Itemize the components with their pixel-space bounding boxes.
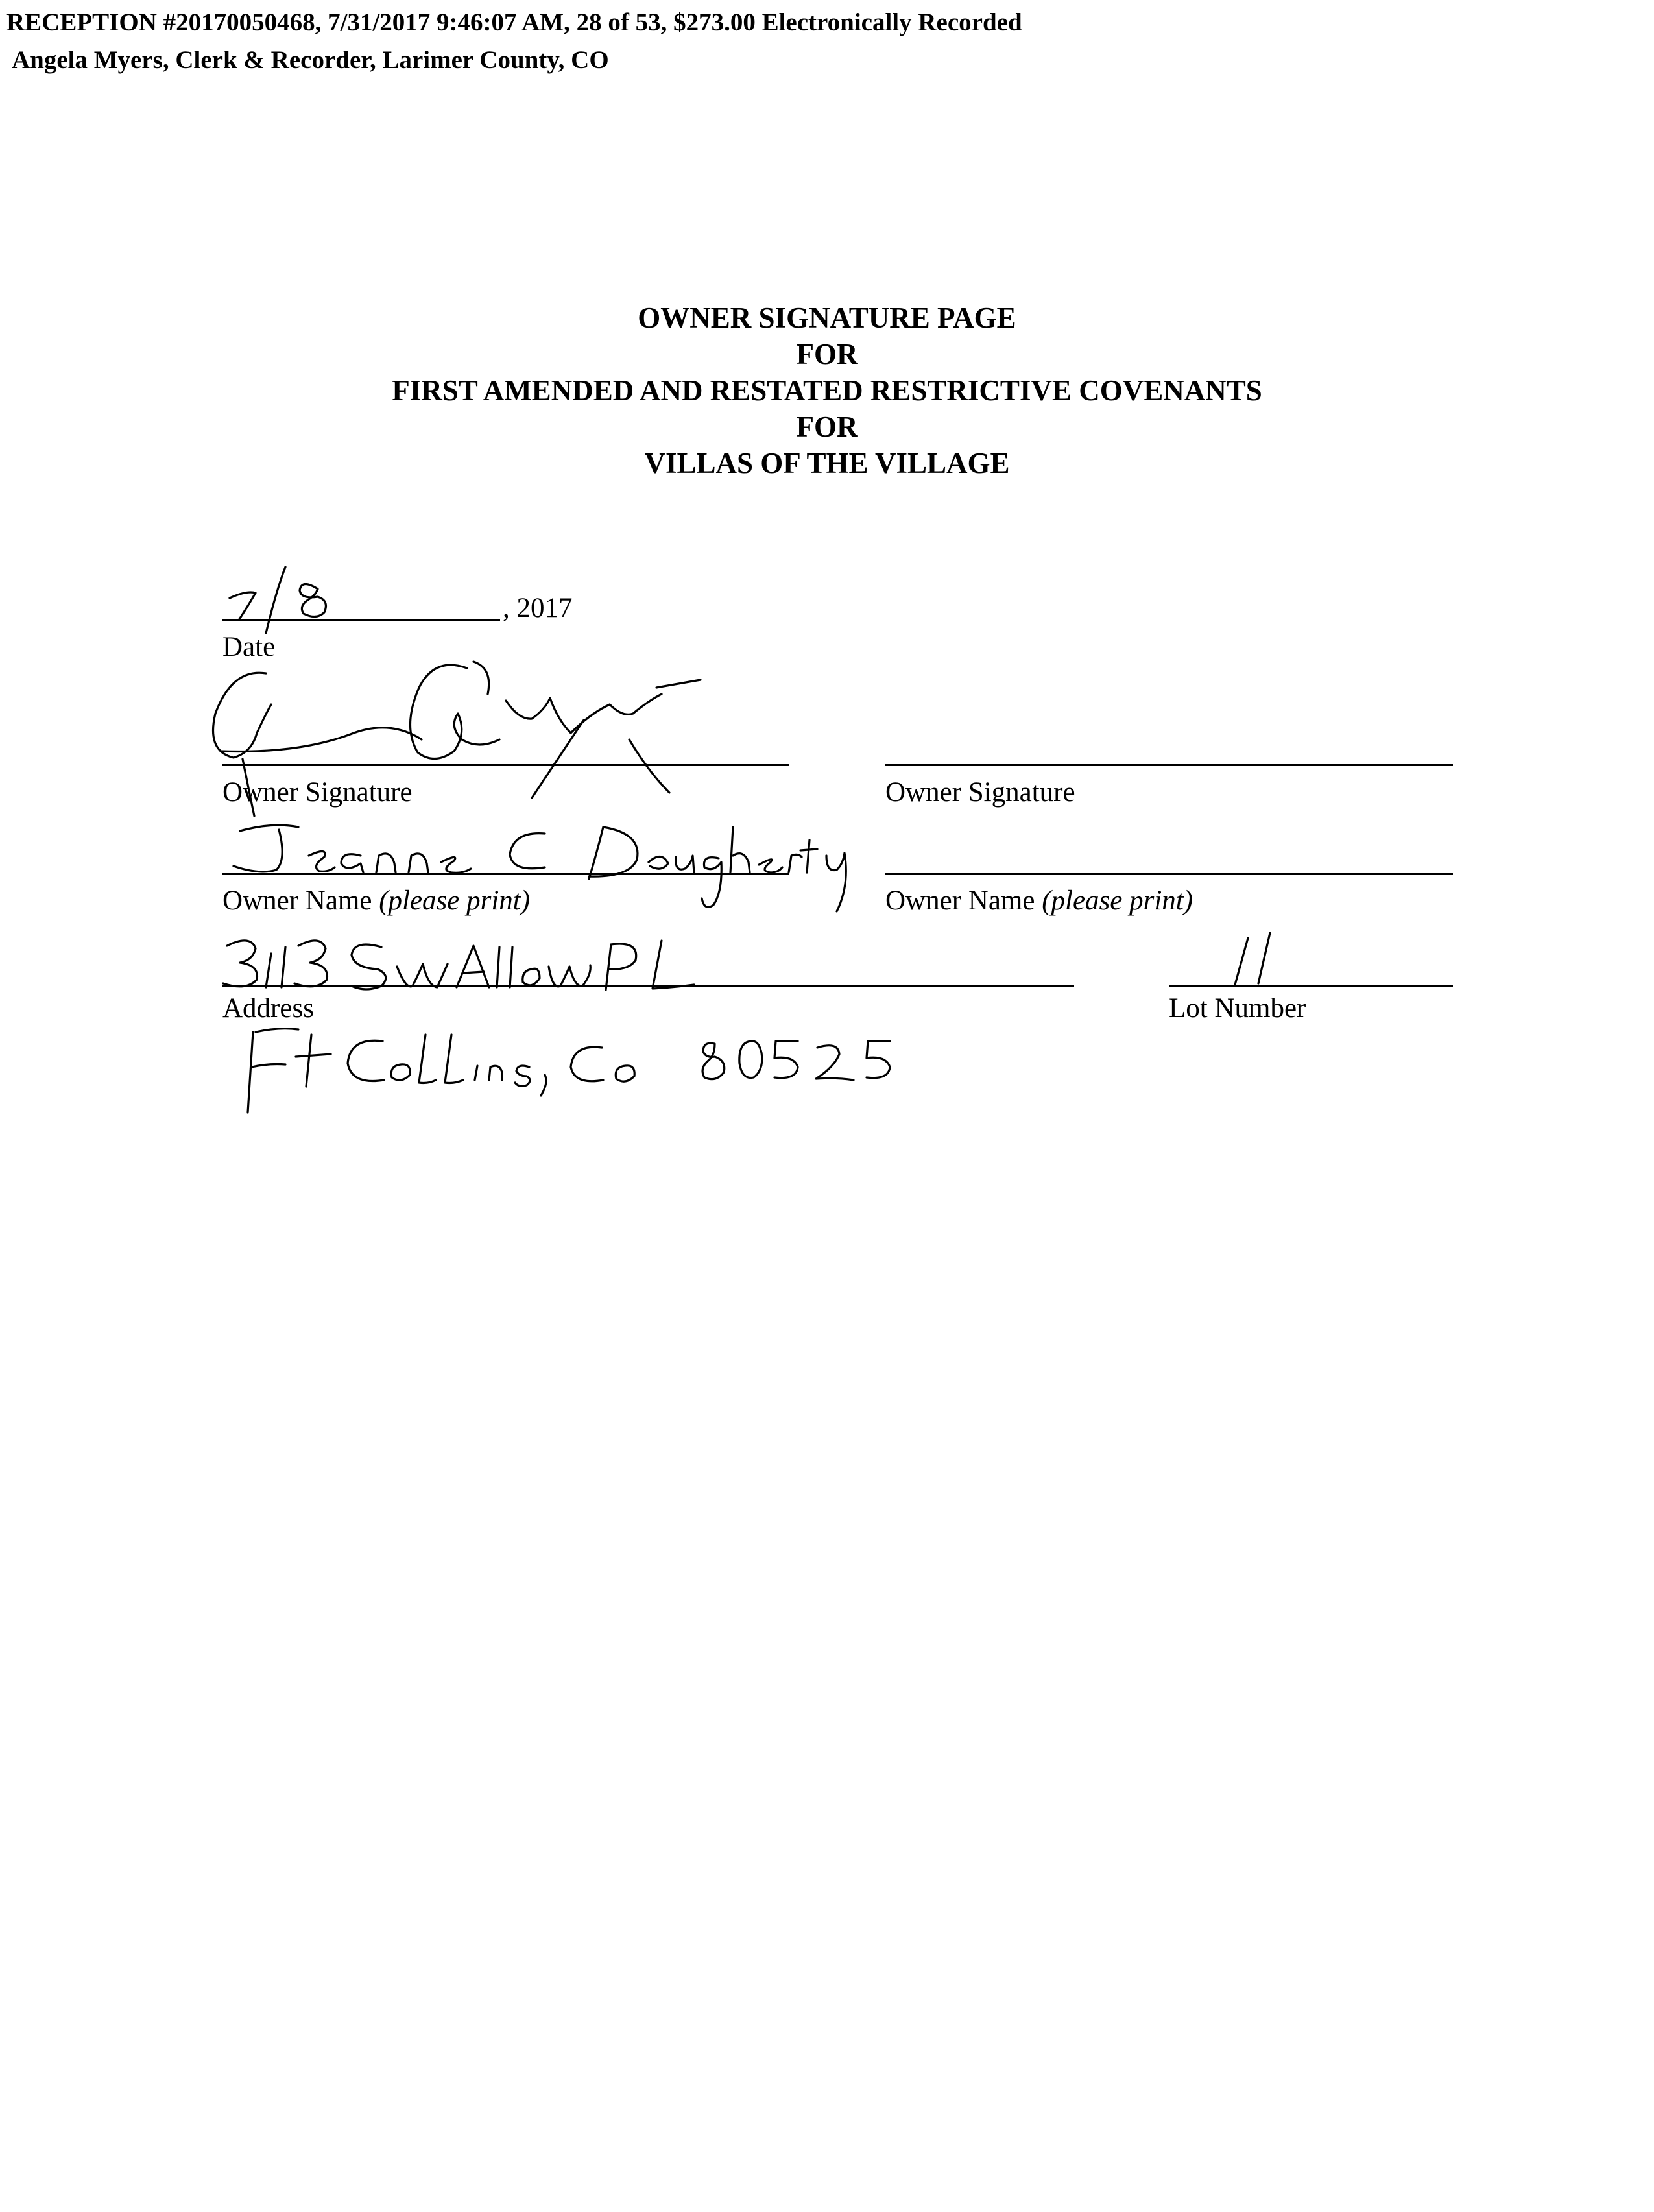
reception-line: RECEPTION #20170050468, 7/31/2017 9:46:07 AM, 28 of 53, $273.00 Electronically Recorded [6, 8, 1022, 36]
title-line-5: VILLAS OF THE VILLAGE [644, 447, 1010, 479]
owner-signature-label-1: Owner Signature [222, 777, 413, 808]
address-label: Address [222, 993, 314, 1024]
owner-name-label-text: Owner Name [222, 885, 372, 916]
document-title [0, 300, 1654, 481]
owner-name-label-2 [885, 885, 1193, 917]
owner-name-hint: (please print) [379, 885, 531, 916]
owner-name-hint: (please print) [1042, 885, 1193, 916]
owner-signature-line-2 [885, 764, 1453, 766]
lot-number-line [1169, 985, 1453, 987]
recording-stamp [6, 4, 1022, 79]
owner-signature-scrawl [195, 642, 726, 824]
title-line-4: FOR [796, 411, 858, 443]
title-line-2: FOR [796, 338, 858, 370]
handwritten-address-line-2 [234, 1015, 960, 1125]
year-suffix: , 2017 [503, 593, 573, 623]
date-label: Date [222, 632, 276, 662]
owner-signature-label-2: Owner Signature [885, 777, 1075, 808]
handwritten-lot-number [1219, 928, 1291, 992]
handwritten-date [221, 551, 350, 642]
owner-name-line-2 [885, 873, 1453, 875]
handwritten-owner-name [214, 808, 869, 918]
owner-name-label-text: Owner Name [885, 885, 1035, 916]
title-line-1: OWNER SIGNATURE PAGE [638, 302, 1016, 334]
title-line-3: FIRST AMENDED AND RESTATED RESTRICTIVE COVENANTS [392, 374, 1262, 407]
lot-number-label: Lot Number [1169, 993, 1306, 1024]
recorder-line: Angela Myers, Clerk & Recorder, Larimer County, CO [12, 46, 609, 74]
handwritten-address-line-1 [214, 928, 785, 999]
